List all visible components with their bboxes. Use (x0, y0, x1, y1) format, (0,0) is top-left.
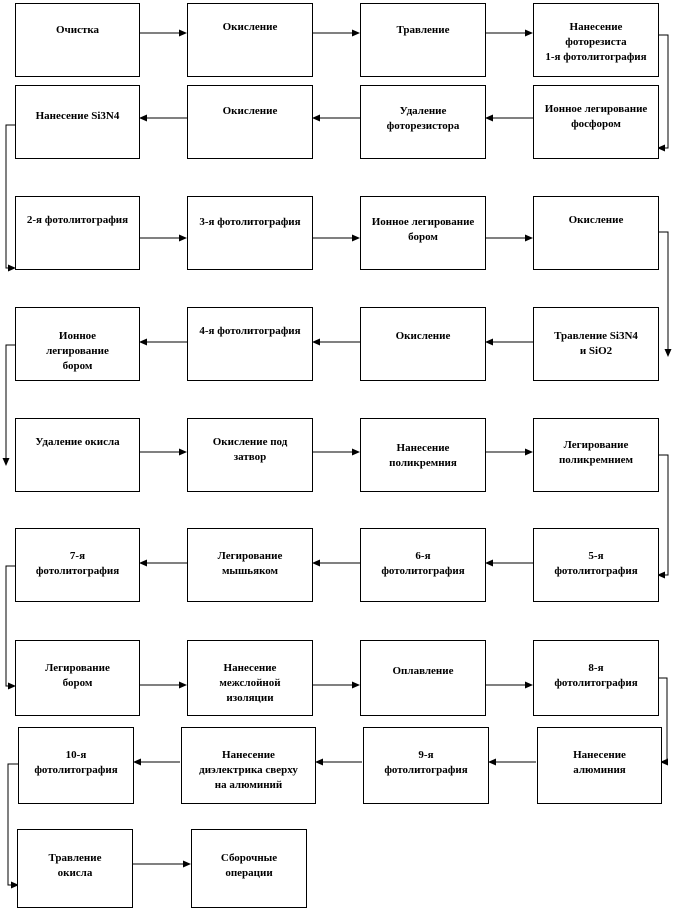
arrow-16-17 (6, 345, 15, 465)
step-label: 10-я фотолитография (34, 749, 118, 776)
step-label: Оплавление (392, 665, 454, 677)
step-label: Нанесение Si3N4 (35, 110, 120, 122)
step-etch-si3n4-sio2 (533, 307, 659, 381)
step-label: Удаление фоторезистора (386, 105, 460, 132)
step-label: Ионное легирование бором (371, 216, 475, 243)
arrow-24-25 (6, 566, 15, 686)
step-litho-2 (15, 196, 140, 270)
step-label: 9-я фотолитография (384, 749, 468, 776)
step-oxidation-4 (360, 307, 486, 381)
arrow-20-21 (658, 455, 668, 575)
step-photoresist-litho-1 (533, 3, 659, 77)
step-oxidation-2 (187, 85, 313, 159)
step-label: Нанесение межслойной изоляции (219, 662, 281, 704)
step-cleaning (15, 3, 140, 77)
step-litho-9 (363, 727, 489, 804)
step-boron-implant-1 (360, 196, 486, 270)
step-label: Окисление под затвор (212, 436, 288, 463)
step-litho-3 (187, 196, 313, 270)
step-label: 4-я фотолитография (199, 325, 301, 337)
step-label: 2-я фотолитография (26, 214, 129, 226)
step-label: Ионное легирование бором (46, 330, 109, 372)
step-oxide-removal (15, 418, 140, 492)
step-label: Нанесение диэлектрика сверху на алюминий (199, 749, 298, 791)
step-label: Нанесение поликремния (389, 442, 457, 469)
arrow-8-9 (6, 125, 15, 268)
step-label: Травление Si3N4 и SiO2 (554, 330, 638, 357)
step-label: Травление (396, 24, 450, 36)
step-litho-10 (18, 727, 134, 804)
step-label: Сборочные операции (220, 852, 278, 879)
step-label: Окисление (222, 21, 278, 33)
step-label: 7-я фотолитография (35, 550, 120, 577)
step-label: Легирование поликремнием (558, 439, 634, 466)
step-phosphorus-implant (533, 85, 659, 159)
arrow-12-13 (658, 232, 668, 356)
arrow-4-5 (658, 35, 668, 148)
step-label: Окисление (222, 105, 278, 117)
step-boron-implant-2 (15, 307, 140, 381)
step-litho-5 (533, 528, 659, 602)
step-oxidation-3 (533, 196, 659, 270)
step-label: Нанесение алюминия (573, 749, 626, 776)
step-polysilicon-deposition (360, 418, 486, 492)
step-boron-doping (15, 640, 140, 716)
step-label: Очистка (55, 24, 100, 36)
step-arsenic-doping (187, 528, 313, 602)
step-label: 5-я фотолитография (554, 550, 638, 577)
step-reflow (360, 640, 486, 716)
step-litho-6 (360, 528, 486, 602)
step-dielectric-on-aluminum (181, 727, 316, 804)
step-label: Травление окисла (48, 852, 102, 879)
step-litho-4 (187, 307, 313, 381)
step-photoresist-removal (360, 85, 486, 159)
step-interlayer-insulation (187, 640, 313, 716)
step-si3n4-deposition (15, 85, 140, 159)
step-etching (360, 3, 486, 77)
step-label: Легирование мышьяком (217, 550, 283, 577)
step-label: Окисление (568, 214, 624, 226)
step-litho-7 (15, 528, 140, 602)
step-label: 6-я фотолитография (381, 550, 465, 577)
step-gate-oxidation (187, 418, 313, 492)
step-polysilicon-doping (533, 418, 659, 492)
step-label: Нанесение фоторезиста 1-я фотолитография (545, 21, 647, 63)
step-label: Легирование бором (45, 662, 110, 689)
step-label: 8-я фотолитография (554, 662, 638, 689)
step-aluminum-deposition (537, 727, 662, 804)
step-label: Окисление (395, 330, 451, 342)
step-label: Ионное легирование фосфором (544, 103, 648, 130)
step-assembly-operations (191, 829, 307, 908)
step-oxidation-1 (187, 3, 313, 77)
step-litho-8 (533, 640, 659, 716)
step-label: Удаление окисла (35, 436, 120, 448)
step-label: 3-я фотолитография (199, 216, 301, 228)
step-oxide-etching (17, 829, 133, 908)
